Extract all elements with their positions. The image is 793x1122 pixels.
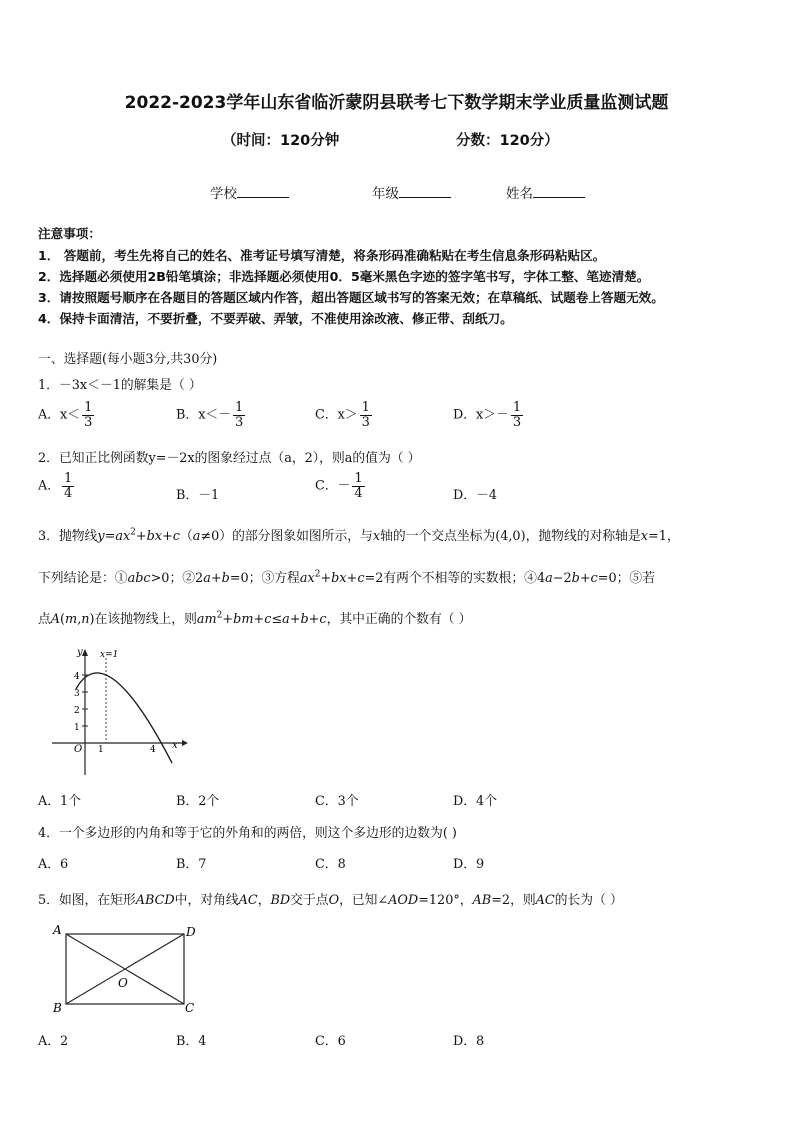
exam-time: （时间：120分钟 [222,133,340,149]
q5-option-d: D．8 [453,1034,485,1049]
q3-line-1: 3．抛物线$y=ax^2+bx+c(a\ne 0)$的部分图象如图所示，与x轴的一个交点坐标为(4,0)，抛物线的对称轴是x=1， [38,527,680,544]
x-axis-arrow-icon [182,740,188,746]
vertex-a-label: A [53,923,62,937]
notice-item: 3．请按照题号顺序在各题目的答题区域内作答，超出答题区域书写的答案无效；在草稿纸、试题卷上答题无效。 [38,290,664,305]
name-blank [533,184,585,198]
grade-label: 年级 [372,186,399,202]
x-tick-label: 4 [150,745,156,755]
y-tick-label: 2 [74,706,80,716]
school-field [210,182,289,202]
notice-item: 2．选择题必须使用2B铅笔填涂；非选择题必须使用0．5毫米黑色字迹的签字笔书写，字体工整、笔迹清楚。 [38,269,650,284]
y-tick-label: 3 [74,689,80,699]
q5-option-a: A．2 [38,1034,69,1049]
q5-rectangle-figure [48,920,208,1020]
school-label: 学校 [210,186,237,202]
q4-stem: 4．一个多边形的内角和等于它的外角和的两倍，则这个多边形的边数为( ) [38,826,457,841]
y-tick-label: 4 [74,672,80,682]
q3-option-a: A．1个 [38,794,81,809]
name-field [506,182,585,202]
q1-option-a: A．x＜ $\frac{1}{3}$ [38,400,93,430]
notice-item: 1． 答题前，考生先将自己的姓名、准考证号填写清楚，将条形码准确粘贴在考生信息条形码粘贴区。 [38,248,606,263]
notice-item: 4．保持卡面清洁，不要折叠，不要弄破、弄皱，不准使用涂改液、修正带、刮纸刀。 [38,311,513,326]
notice-heading: 注意事项： [38,226,101,241]
q1-option-c: C．x＞ $\frac{1}{3}$ [315,400,370,430]
vertex-d-label: D [186,925,196,939]
q3-option-d: D．4个 [453,794,497,809]
q4-option-a: A．6 [38,857,69,872]
q4-option-b: B．7 [176,857,207,872]
q1-option-b: B．x＜－ $\frac{1}{3}$ [176,400,244,430]
q3-line-2: 下列结论是：①abc>0；②2a+b=0；③方程$ax^2+bx+c=2$有两个不相等的实数根；④4a−2b+c=0；⑤若 [38,569,655,586]
parabola-curve [76,673,172,763]
q3-option-b: B．2个 [176,794,220,809]
symmetry-axis-label: x=1 [100,650,119,660]
q4-option-d: D．9 [453,857,485,872]
center-o-label: O [118,976,128,990]
vertex-b-label: B [53,1001,62,1015]
school-blank [237,184,289,198]
origin-label: O [74,744,83,755]
grade-field [372,182,451,202]
q2-option-c: C．－ $\frac{1}{4}$ [315,471,363,501]
x-axis-label: x [172,740,178,751]
y-axis-label: y [77,647,83,658]
q5-option-b: B．4 [176,1034,207,1049]
q3-parabola-graph [44,642,194,780]
grade-blank [399,184,451,198]
q2-stem: 2．已知正比例函数y=－2x的图象经过点（a，2），则a的值为（ ） [38,451,421,466]
section-heading: 一、选择题(每小题3分,共30分) [38,352,218,367]
q5-stem: 5．如图，在矩形ABCD中，对角线AC，BD交于点O，已知∠AOD=120°，AB=2，则AC的长为（ ） [38,893,623,908]
x-tick-label: 1 [98,745,104,755]
q3-option-c: C．3个 [315,794,359,809]
q2-option-b: B．－1 [176,488,220,503]
q1-stem: 1．－3x＜－1的解集是（ ） [38,378,202,393]
y-tick-label: 1 [74,723,80,733]
q4-option-c: C．8 [315,857,346,872]
name-label: 姓名 [506,186,533,202]
q2-option-d: D．－4 [453,488,497,503]
page-title: 2022-2023学年山东省临沂蒙阴县联考七下数学期末学业质量监测试题 [124,93,669,113]
q1-option-d: D．x＞－ $\frac{1}{3}$ [453,400,522,430]
y-axis-arrow-icon [82,649,88,656]
q2-option-a: A． $\frac{1}{4}$ [38,471,73,501]
exam-score: 分数：120分） [456,133,559,149]
q3-line-3: 点A(m,n)在该抛物线上，则$am^2+bm+c\le a+b+c$，其中正确的个数有（ ） [38,610,472,627]
vertex-c-label: C [185,1001,195,1015]
q5-option-c: C．6 [315,1034,346,1049]
